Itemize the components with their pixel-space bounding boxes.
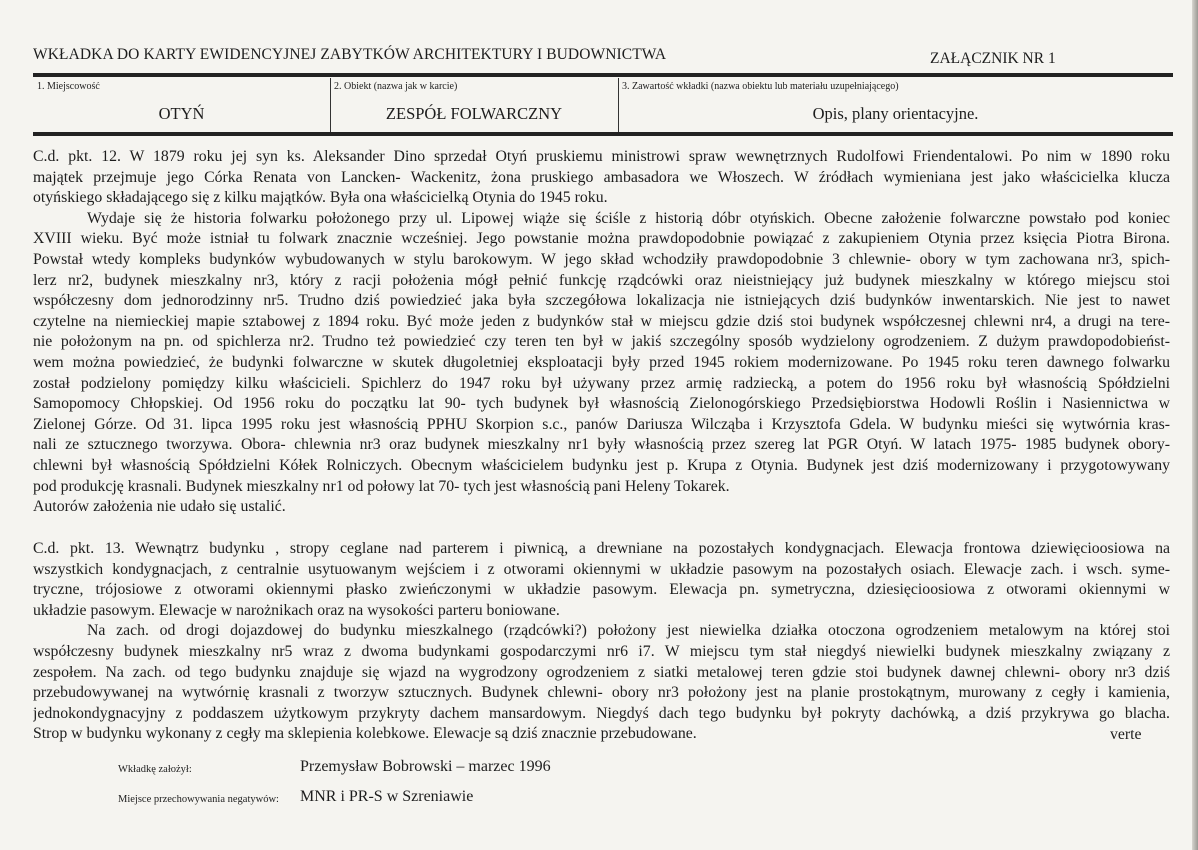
text-line: otyńskiego składającego się z kilku majątków. Była ona właścicielką Otynia do 1945 roku.: [33, 189, 608, 207]
field-label-content: 3. Zawartość wkładki (nazwa obiektu lub materiału uzupełniającego): [622, 81, 899, 92]
text-line: został podzielony pomiędzy kilku właścicieli. Spichlerz do 1947 roku był używany przez armię radziecką, a potem do 1956 roku był własnością Spółdzielni: [33, 374, 1170, 392]
field-value-locality: OTYŃ: [158, 104, 205, 123]
text-line: współczesny budynek mieszkalny nr5 wraz z dwoma budynkami gospodarczymi nr6 i7. W miejscu tym stał niegdyś niewielki budynek mieszkalny związany z: [33, 642, 1170, 660]
text-line: pod produkcję krasnali. Budynek mieszkalny nr1 od połowy lat 70- tych jest własnością pani Heleny Tokarek.: [33, 477, 730, 495]
text-line: jednokondygnacyjny z poddaszem użytkowym przykryty dachem mansardowym. Niegdyś dach tego budynku był pokryty dachówką, a dziś przykrywa go blacha.: [33, 704, 1170, 722]
text-line: przebudowywanej na wytwórnię krasnali z tworzyw sztucznych. Budynek chlewni- obory nr3 położony jest na planie prostokątnym, murowany z cegły i kamienia,: [33, 684, 1170, 702]
text-line: wszystkich kondygnacjach, z centralnie usytuowanym wejściem i z otworami okiennymi w układzie pasowym na pozostałych osiach. Elewacje zach. i wsch. syme-: [33, 560, 1170, 578]
text-line: tryczne, trójosiowe z otworami okiennymi płasko zwieńczonymi w układzie pasowym. Elewacja pn. symetryczna, dziesięcioosiowa z otworami okiennymi w: [33, 581, 1170, 599]
top-rule: [33, 73, 1173, 77]
text-line: C.d. pkt. 13. Wewnątrz budynku , stropy ceglane nad parterem i piwnicą, a drewniane na pozostałych kondygnacjach. Elewacja frontowa dziewięcioosiowa na: [33, 540, 1170, 557]
text-line: Strop w budynku wykonany z cegły ma sklepienia kolebkowe. Elewacje są dziś znacznie przebudowane.: [33, 725, 697, 743]
text-line: lerz nr2, budynek mieszkalny nr3, który z racji położenia mógł pełnić funkcję rządcówki oraz nieistniejący już budynek mieszkalny w którego miejscu stoi: [33, 271, 1170, 289]
text-line: nali ze sztucznego tworzywa. Obora- chlewnia nr3 oraz budynek mieszkalny nr1 były własnością przez szereg lat PGR Otyń. W latach 1975- 1985 budynek obory-: [33, 436, 1170, 454]
text-line: nie położonym na pn. od spichlerza nr2. Trudno też powiedzieć czy teren ten był w jakiś szczególny sposób wydzielony ogrodzeniem. Z dużym prawdopodobieńst-: [33, 333, 1170, 351]
section-13-text: [33, 539, 1170, 745]
field-label-object: 2. Obiekt (nazwa jak w karcie): [334, 81, 458, 92]
text-line: Autorów założenia nie udało się ustalić.: [33, 498, 286, 516]
text-line: XVIII wieku. Być może istniał tu folwark znacznie wcześniej. Jego powstanie można prawdopodobnie powiązać z zakupieniem Otynia przez księcia Piotra Birona.: [33, 230, 1170, 248]
footer-label-author: Wkładkę założył:: [118, 764, 192, 775]
text-line: zespołem. Na zach. od tego budynku znajduje się wjazd na wygrodzony ogrodzeniem z siatki metalowej teren gdzie stoi budynek dawnej chlewni- obory nr3 dziś: [33, 663, 1170, 681]
text-line: układzie pasowym. Elewacje w narożnikach oraz na wysokości parteru boniowane.: [33, 601, 560, 619]
text-line: współczesny dom jednorodzinny nr5. Trudno dziś powiedzieć jaka była szczegółowa lokalizacja nie istniejących dziś budynków inwentarskich. Nie jest to nawet: [33, 292, 1170, 310]
text-line: majątek przejmuje jego Córka Renata von Lancken- Wackenitz, żona pruskiego ambasadora we Włoszech. W źródłach wymieniana jest jako właścicielka klucza: [33, 168, 1170, 186]
field-value-object: ZESPÓŁ FOLWARCZNY: [385, 104, 563, 123]
text-line: Samopomocy Chłopskiej. Od 1956 roku do początku lat 90- tych budynek był własnością Zielonogórskiego Przedsiębiorstwa Hodowli Roślin i Nasiennictwa w: [33, 395, 1170, 413]
text-line: C.d. pkt. 12. W 1879 roku jej syn ks. Aleksander Dino sprzedał Otyń pruskiemu ministrowi spraw wewnętrznych Rudolfowi Friendentalowi. Po nim w 1890 roku: [33, 148, 1170, 165]
footer-value-negatives: MNR i PR-S w Szreniawie: [300, 788, 474, 805]
text-line: Powstał wtedy kompleks budynków wybudowanych w stylu barokowym. W jego skład wchodziły prawdopodobnie 3 chlewnie- obory w tym zachowana nr3, spich-: [33, 250, 1170, 268]
document-title: WKŁADKA DO KARTY EWIDENCYJNEJ ZABYTKÓW ARCHITEKTURY I BUDOWNICTWA: [33, 46, 667, 63]
text-line: chlewni był własnością Spółdzielni Kółek Rolniczych. Obecnym właścicielem budynku jest p. Krupa z Otynia. Budynek jest dziś modernizowany i przygotowywany: [33, 456, 1170, 474]
footer-label-negatives: Miejsce przechowywania negatywów:: [118, 794, 279, 805]
scan-edge: [1192, 0, 1198, 850]
annex-number: ZAŁĄCZNIK NR 1: [930, 50, 1056, 67]
field-value-content: Opis, plany orientacyjne.: [812, 104, 979, 123]
verte-note: verte: [1110, 726, 1142, 743]
text-line: Na zach. od drogi dojazdowej do budynku mieszkalnego (rządcówki?) położony jest niewielka działka otoczona ogrodzeniem metalowym na której stoi: [87, 622, 1170, 640]
section-12-text: [33, 147, 1170, 518]
text-line: Wydaje się że historia folwarku położonego przy ul. Lipowej wiąże się ściśle z historią dóbr otyńskich. Obecne założenie folwarczne powstało pod koniec: [87, 209, 1170, 227]
bottom-rule: [33, 132, 1173, 136]
text-line: wem można powiedzieć, że budynki folwarczne w skutek długoletniej eksploatacji były przed 1945 rokiem modernizowane. Po 1945 roku teren dawnego folwarku: [33, 353, 1170, 371]
footer-value-author: Przemysław Bobrowski – marzec 1996: [300, 758, 551, 775]
field-label-locality: 1. Miejscowość: [37, 81, 100, 92]
text-line: czytelne na niemieckiej mapie sztabowej z 1894 roku. Być może jeden z budynków stał w miejscu gdzie dziś stoi budynek współczesnej chlewni nr4, a drugi na tere-: [33, 312, 1170, 330]
text-line: Zielonej Górze. Od 31. lipca 1995 roku jest własnością PPHU Skorpion s.c., panów Dariusza Wilcząba i Krzysztofa Gdela. W budynku mieści się wytwórnia kras-: [33, 415, 1170, 433]
